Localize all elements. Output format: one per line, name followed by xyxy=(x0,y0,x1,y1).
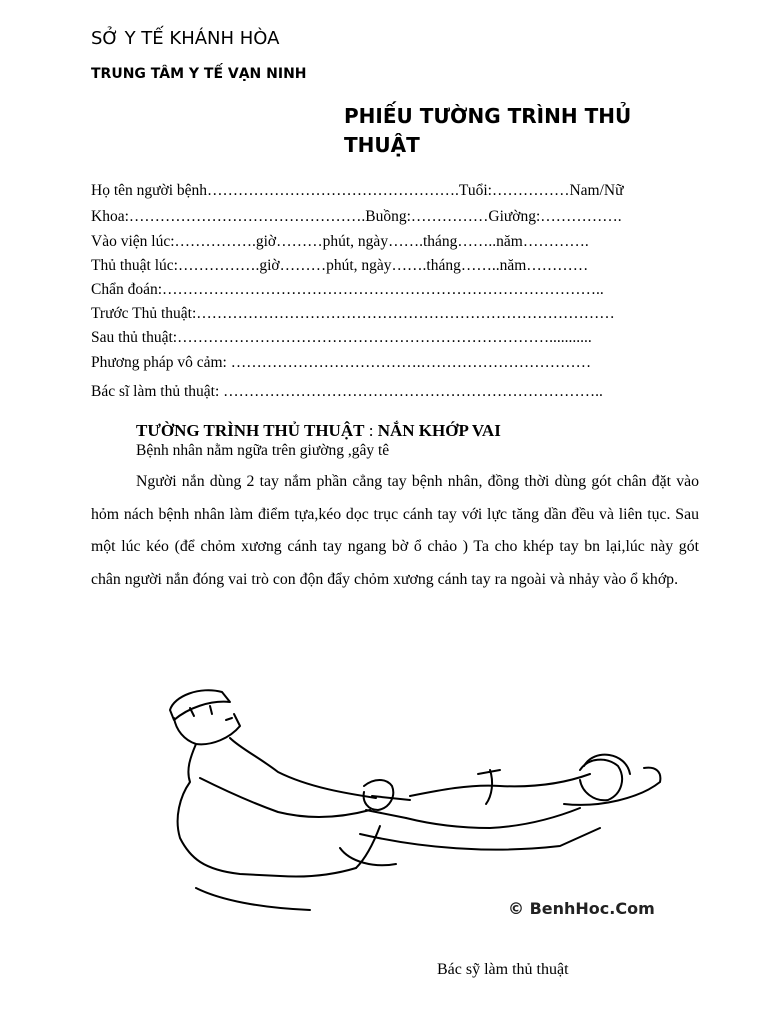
form-title-line2: THUẬT xyxy=(344,133,420,157)
field-physician: Bác sĩ làm thủ thuật: ……………………………………………………………….. xyxy=(91,383,603,400)
field-diagnosis: Chẩn đoán:………………………………………………………………………….. xyxy=(91,281,604,298)
field-after-procedure: Sau thủ thuật:………………………………………………………………........... xyxy=(91,329,592,346)
procedure-title xyxy=(136,421,501,441)
form-title-line1: PHIẾU TƯỜNG TRÌNH THỦ xyxy=(344,104,632,128)
signature-label: Bác sỹ làm thủ thuật xyxy=(437,961,569,978)
facility-name: TRUNG TÂM Y TẾ VẠN NINH xyxy=(91,66,307,82)
shoulder-reduction-illustration xyxy=(160,678,700,923)
field-procedure-time: Thủ thuật lúc:…………….giờ………phút, ngày…….tháng……..năm………… xyxy=(91,257,589,274)
procedure-subtitle: Bệnh nhân nằm ngữa trên giường ,gây tê xyxy=(136,442,390,459)
procedure-description xyxy=(91,466,699,596)
procedure-title-separator: : xyxy=(364,421,378,440)
procedure-description-text: Người nắn dùng 2 tay nắm phần cẳng tay bệnh nhân, đồng thời dùng gót chân đặt vào hỏm nách bệnh nhân làm điểm tựa,kéo dọc trục cánh tay với lực tăng dần đều và liên tục. Sau một lúc kéo (để chỏm xương cánh tay ngang bờ ổ chảo ) Ta cho khép tay bn lại,lúc này gót chân người nắn đóng vai trò con độn đẩy chỏm xương cánh tay ra ngoài và nhảy vào ổ khớp. xyxy=(91,473,699,588)
field-department: Khoa:……………………………………….Buồng:……………Giường:……………. xyxy=(91,208,622,225)
field-before-procedure: Trước Thủ thuật:……………………………………………………………………… xyxy=(91,305,615,322)
procedure-title-prefix: TƯỜNG TRÌNH THỦ THUẬT xyxy=(136,421,365,440)
field-anesthesia-method: Phương pháp vô cảm: ……………………………….…………………………… xyxy=(91,354,592,371)
procedure-title-name: NẮN KHỚP VAI xyxy=(377,421,501,440)
field-admission-time: Vào viện lúc:…………….giờ………phút, ngày…….tháng……..năm…………. xyxy=(91,233,589,250)
organization-name: SỞ Y TẾ KHÁNH HÒA xyxy=(91,28,280,49)
form-title xyxy=(344,102,664,160)
illustration-watermark: © BenhHoc.Com xyxy=(508,899,655,918)
field-patient-name: Họ tên người bệnh………………………………………….Tuổi:……………Nam/Nữ xyxy=(91,182,624,199)
